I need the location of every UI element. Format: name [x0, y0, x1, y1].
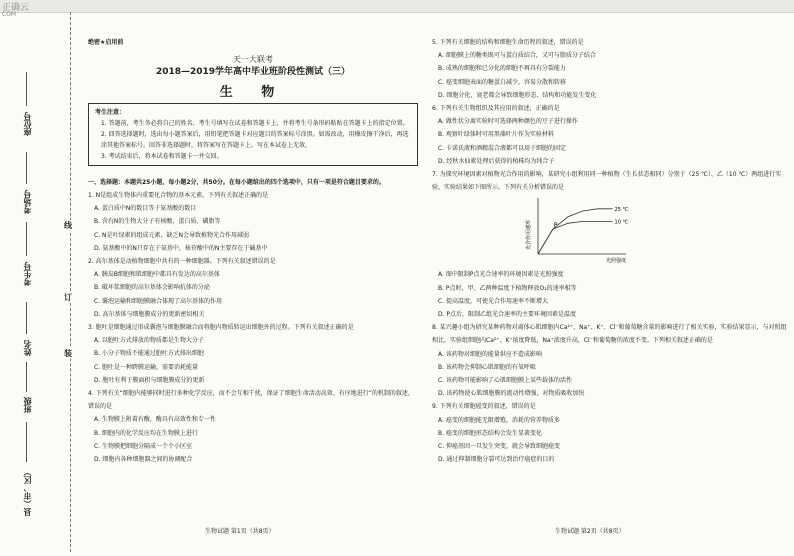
- notice-title: 考生注意：: [95, 108, 126, 116]
- question-option: B. 成熟的细胞和已分化的细胞不再具有分裂能力: [438, 65, 566, 73]
- question-option: B. 该药物会抑制心肌细胞的有氧呼吸: [438, 363, 536, 371]
- question-option: A. 以胞吐方式排放的物质都是生物大分子: [94, 337, 204, 345]
- section-heading: 一、选择题：本题共25小题，每小题2分，共50分。在每小题给出的四个选项中，只有一项是符合题目要求的。: [88, 178, 385, 186]
- binding-margin: [8, 12, 83, 556]
- question-stem: 2. 高尔基体是动植物细胞中共有的一种细胞器。下列有关叙述错误的是: [88, 258, 276, 266]
- binding-underline: [26, 72, 27, 106]
- question-4: [88, 387, 418, 466]
- question-7: [432, 168, 787, 321]
- question-option: B. P点时，甲、乙两种温度下植物释放O₂的速率相等: [438, 284, 577, 292]
- binding-mark-order: 订: [64, 293, 72, 302]
- right-column: [432, 36, 787, 466]
- binding-field-name: 姓名: [23, 340, 32, 356]
- logo-sub: COM: [2, 11, 17, 18]
- x-axis-label: 光照强度: [606, 258, 627, 265]
- exam-org: 天一大联考: [233, 55, 273, 65]
- question-option: D. 通过抑制细胞分裂可达到治疗癌症的目的: [438, 456, 555, 464]
- question-option: C. 胞吐是一种跨膜运输，需要消耗能量: [94, 363, 199, 371]
- question-option: B. 癌变的细胞形态结构会发生显著变化: [438, 429, 542, 437]
- secret-label: 绝密★启用前: [88, 39, 124, 46]
- binding-underline: [26, 222, 27, 256]
- series-line-0: [538, 209, 613, 254]
- footer-right: 生物试题 第2页（共8页）: [555, 528, 625, 535]
- point-p-label: P: [553, 222, 558, 230]
- question-option: A. 生物膜上附着有酶，酶具有高效性和专一性: [94, 416, 216, 424]
- question-stem: 3. 胞吐是细胞通过形成囊泡与细胞膜融合而将胞内物质转运出细胞外的过程。下列有关叙述正确的是: [88, 324, 354, 332]
- question-option: D. 高尔基体与细胞膜成分的更新密切相关: [94, 310, 205, 318]
- question-option: D. P点后，限制乙组光合速率的主要环境因素是温度: [438, 311, 577, 319]
- footer-left: 生物试题 第1页（共8页）: [205, 528, 275, 535]
- binding-underline: [26, 152, 27, 184]
- question-stem: 7. 为探究环境因素对植物光合作用的影响，某研究小组利用同一种植物（生长状态相同）分别于（25 ℃）、乙（10 ℃）两组进行实验，实验结果如下图所示。下列有关分析错误的是: [432, 171, 782, 192]
- question-option: B. 含有N的生物大分子有核酸、蛋白质、磷脂等: [94, 218, 221, 226]
- series-label-0: 25 ℃: [614, 207, 629, 214]
- question-option: B. 小分子物质不能通过胞吐方式排出细胞: [94, 350, 204, 358]
- top-bar: [0, 0, 794, 18]
- series-line-1: [538, 222, 613, 255]
- binding-field-room: 考场号: [23, 190, 32, 214]
- question-option: B. 观察叶绿体时可用黑藻叶片作为实验材料: [438, 131, 554, 139]
- question-option: D. 该药物使心肌细胞膜的流动性增强，对物质吸收加快: [438, 390, 585, 398]
- question-option: A. 蛋白质中N的数目等于氨基酸的数目: [94, 205, 197, 213]
- question-option: C. 抑癌基因一旦发生突变，就会导致细胞癌变: [438, 443, 561, 451]
- series-label-1: 10 ℃: [614, 219, 629, 226]
- question-stem: 8. 某兴趣小组为研究某种药物对离体心肌细胞内Ca²⁺、Na⁺、K⁺、Cl⁻和葡萄糖含量的影响进行了相关实验，实验结果显示，与对照组相比，实验组细胞内Ca²⁺、K⁺浓度降低，Na⁺浓度升高，Cl⁻和葡萄糖的浓度不变。下列相关叙述正确的是: [432, 324, 787, 345]
- subject-title: 生 物: [219, 84, 287, 100]
- question-stem: 6. 下列有关生物组织及其应用的叙述，正确的是: [432, 105, 560, 113]
- binding-field-county: 县（市、区）: [23, 468, 32, 516]
- binding-mark-bind: 装: [64, 349, 72, 358]
- question-stem: 5. 下列有关细胞的结构和细胞生命历程的叙述，错误的是: [432, 39, 584, 46]
- question-option: B. 破坏浆细胞的高尔基体会影响抗体的分泌: [94, 284, 210, 292]
- question-1: [88, 189, 418, 255]
- question-option: C. 提高温度，可使光合作用速率不断增大: [438, 297, 549, 305]
- question-option: D. 经秋水仙素处理后获得的植株均为纯合子: [438, 157, 555, 165]
- binding-field-examinee-id: 考生号: [23, 262, 32, 286]
- question-stem: 4. 下列有关“细胞内能够同时进行多种化学反应，而不会互相干扰，保证了细胞生命活动高效、有序地进行”的机制的叙述，错误的是: [88, 390, 414, 411]
- binding-field-seat: 座位号: [23, 112, 32, 136]
- question-stem: 9. 下列有关细胞癌变的叙述，错误的是: [432, 403, 536, 411]
- question-option: A. 胰岛B细胞和肌细胞中都具有发达的高尔基体: [94, 271, 220, 279]
- y-axis-label: 光合作用速率: [526, 220, 532, 251]
- question-option: B. 细胞内的化学反应均在生物膜上进行: [94, 429, 198, 437]
- question-option: C. N是叶绿素的组成元素，缺乏N会导致植物光合作用减弱: [94, 231, 249, 239]
- notice-item: 1. 答题前，考生务必将自己的姓名、考生号填写在试卷和答题卡上，并将考生号条形码粘贴在答题卡上的指定位置。: [101, 119, 409, 127]
- left-column: [88, 36, 418, 466]
- question-option: D. 细胞内各种细胞器之间的协调配合: [94, 456, 193, 464]
- question-option: C. 生物膜把细胞分隔成一个个小区室: [94, 442, 193, 450]
- question-6: [432, 102, 787, 168]
- question-option: A. 该药物对细胞的能量供应不造成影响: [438, 350, 542, 358]
- question-option: A. 癌变的细胞能无限增殖，消耗的营养物质多: [438, 416, 560, 424]
- question-option: A. 细胞膜上的糖类既可与蛋白质结合，又可与脂质分子结合: [438, 52, 596, 60]
- question-3: [88, 321, 418, 387]
- photosynthesis-chart: [522, 196, 642, 266]
- question-2: [88, 255, 418, 321]
- question-stem: 1. N是组成生物体内重要化合物的基本元素。下列有关叙述正确的是: [88, 192, 269, 200]
- notice-item: 2. 回答选择题时，选出每小题答案后，用铅笔把答题卡对应题目的答案标号涂黑。如需改动，用橡皮擦干净后，再选涂其他答案标号。回答非选择题时，将答案写在答题卡上。写在本试卷上无效。: [101, 130, 409, 149]
- notice-item: 3. 考试结束后，将本试卷和答题卡一并交回。: [101, 152, 223, 160]
- question-option: A. 图中限制P点光合速率的环境因素是光照强度: [438, 271, 564, 279]
- question-option: C. 卡诺氏液和酒精混合液都可以用于细胞的固定: [438, 144, 567, 152]
- question-option: C. 囊泡运输和细胞膜融合体现了高尔基体的作用: [94, 297, 223, 305]
- binding-mark-line: 线: [64, 221, 72, 230]
- question-option: A. 做性状分离实验时可选择两种颜色的豆子进行操作: [438, 118, 578, 126]
- question-option: D. 细胞分化、衰老都会导致细胞形态、结构和功能发生变化: [438, 91, 597, 99]
- question-9: [432, 400, 787, 466]
- question-8: [432, 321, 787, 400]
- binding-field-class: 班级: [23, 397, 32, 413]
- question-5: [432, 36, 787, 102]
- question-option: D. 氨基酸中的N只存在于氨基中，核苷酸中的N主要存在于碱基中: [94, 244, 268, 252]
- binding-underline: [26, 422, 27, 462]
- question-option: C. 该药物可能影响了心肌细胞膜上某些载体的活性: [438, 377, 573, 385]
- cut-line: [70, 12, 71, 552]
- exam-title: 2018—2019学年高中毕业班阶段性测试（三）: [155, 67, 351, 78]
- chart-svg: [522, 196, 642, 266]
- binding-underline: [26, 302, 27, 334]
- binding-underline: [26, 362, 27, 392]
- question-option: C. 癌变细胞表面的糖蛋白减少，容易分散和转移: [438, 78, 567, 86]
- logo-text: 正确云: [2, 3, 30, 13]
- question-option: D. 胞吐有利于膜面积与细胞膜成分的更新: [94, 376, 205, 384]
- notice-box: [88, 103, 418, 166]
